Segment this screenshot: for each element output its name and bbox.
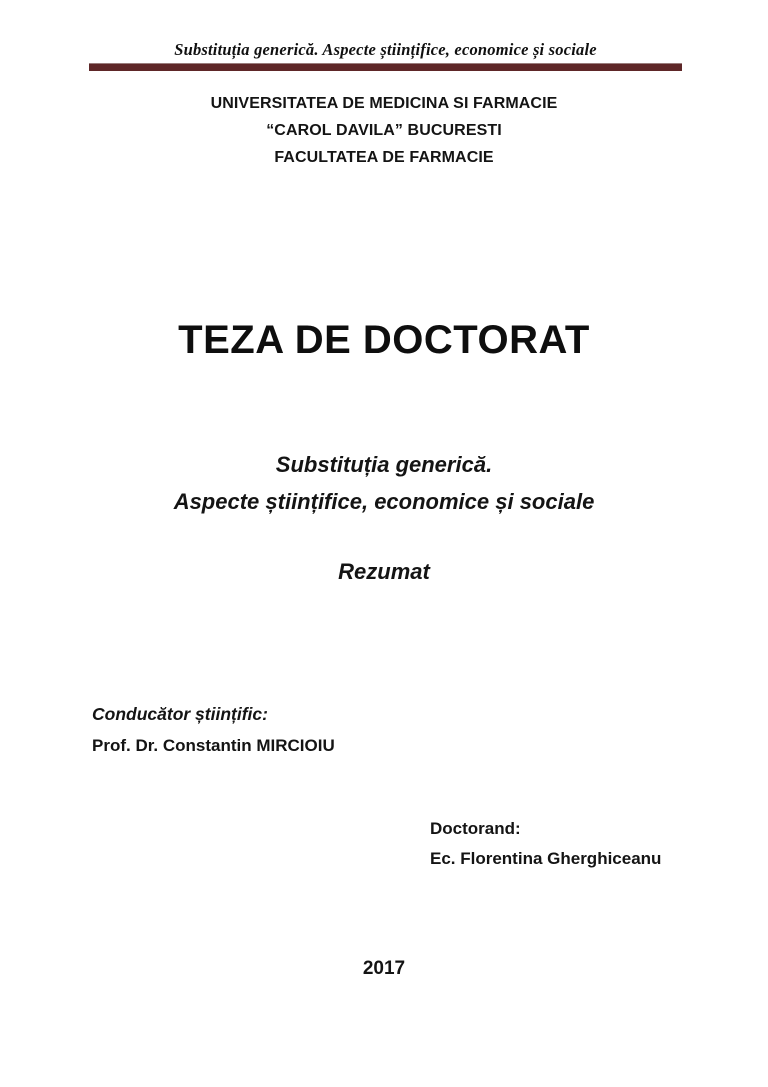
advisor-block: [92, 699, 335, 761]
thesis-subtitle-line2: Aspecte științifice, economice și sociale: [173, 489, 595, 514]
advisor-name: Prof. Dr. Constantin MIRCIOIU: [92, 736, 335, 755]
candidate-block: [430, 814, 661, 874]
running-head-title: Substituția generică. Aspecte științifice, economice și sociale: [174, 40, 597, 59]
thesis-main-title: TEZA DE DOCTORAT: [178, 318, 590, 362]
summary-label: Rezumat: [338, 559, 430, 584]
thesis-subtitle: [0, 446, 768, 520]
institution-line-university: UNIVERSITATEA DE MEDICINA SI FARMACIE: [210, 95, 558, 112]
institution-block: [0, 90, 768, 171]
institution-line-name: “CAROL DAVILA” BUCURESTI: [266, 122, 502, 139]
advisor-label: Conducător științific:: [92, 704, 268, 724]
header-rule: [89, 63, 682, 71]
candidate-label: Doctorand:: [430, 819, 521, 838]
thesis-subtitle-line1: Substituția generică.: [275, 452, 493, 477]
institution-line-faculty: FACULTATEA DE FARMACIE: [274, 149, 494, 166]
year-label: 2017: [362, 958, 406, 979]
candidate-name: Ec. Florentina Gherghiceanu: [430, 849, 662, 868]
